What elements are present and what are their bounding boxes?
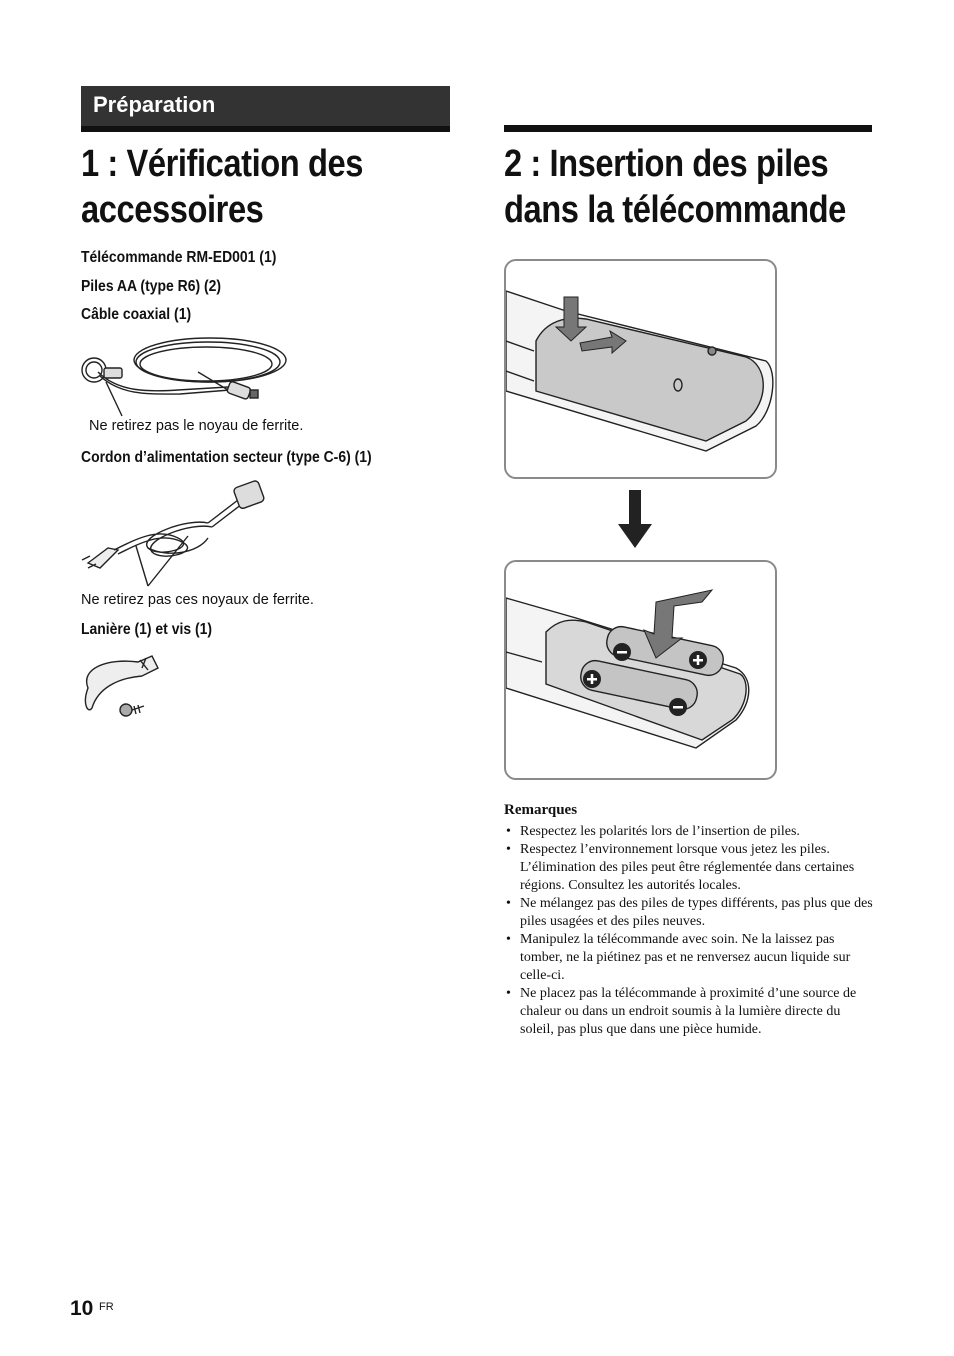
right-title-line2: dans la télécommande: [504, 189, 846, 231]
left-title-line1: 1 : Vérification des: [81, 143, 363, 185]
page-number: 10: [70, 1297, 94, 1320]
section-header: Préparation: [93, 92, 216, 117]
note-item: • Ne mélangez pas des piles de types différents, pas plus que des piles usagées et des piles neuves.: [504, 895, 874, 931]
caption-power-cord: Ne retirez pas ces noyaux de ferrite.: [81, 592, 314, 608]
coaxial-cable-illustration: [78, 332, 318, 422]
note-item: • Respectez l’environnement lorsque vous jetez les piles. L’élimination des piles peut être réglementée dans certaines régions. Consultez les autorités locales.: [504, 841, 874, 895]
strap-screw-illustration: [78, 648, 168, 726]
item-coaxial: Câble coaxial (1): [81, 306, 192, 323]
arrow-down-icon: [616, 490, 654, 550]
section-rule-left: [81, 126, 450, 132]
item-power-cord: Cordon d’alimentation secteur (type C-6) (1): [81, 449, 372, 466]
page-language: FR: [99, 1301, 114, 1313]
item-batteries: Piles AA (type R6) (2): [81, 278, 222, 295]
section-tab: [81, 86, 450, 126]
power-cord-illustration: [78, 478, 278, 593]
notes-block: [504, 801, 874, 1039]
item-remote: Télécommande RM-ED001 (1): [81, 249, 277, 266]
caption-coaxial: Ne retirez pas le noyau de ferrite.: [89, 418, 304, 434]
battery-insertion-illustration: [506, 562, 777, 780]
notes-heading: Remarques: [504, 802, 578, 818]
left-title-line2: accessoires: [81, 189, 264, 231]
figure-remote-cover: [504, 259, 777, 479]
figure-battery-insertion: [504, 560, 777, 780]
section-rule-right: [504, 125, 872, 132]
note-item: • Ne placez pas la télécommande à proximité d’une source de chaleur ou dans un endroit soumis à la lumière directe du soleil, pas plus que dans une pièce humide.: [504, 985, 874, 1039]
note-item: • Manipulez la télécommande avec soin. Ne la laissez pas tomber, ne la piétinez pas et ne renversez aucun liquide sur celle-ci.: [504, 931, 874, 985]
note-item: • Respectez les polarités lors de l’insertion de piles.: [504, 823, 874, 841]
notes-list: [504, 823, 874, 1039]
item-strap-screw: Lanière (1) et vis (1): [81, 621, 213, 638]
remote-cover-illustration: [506, 261, 777, 479]
right-title-line1: 2 : Insertion des piles: [504, 143, 829, 185]
